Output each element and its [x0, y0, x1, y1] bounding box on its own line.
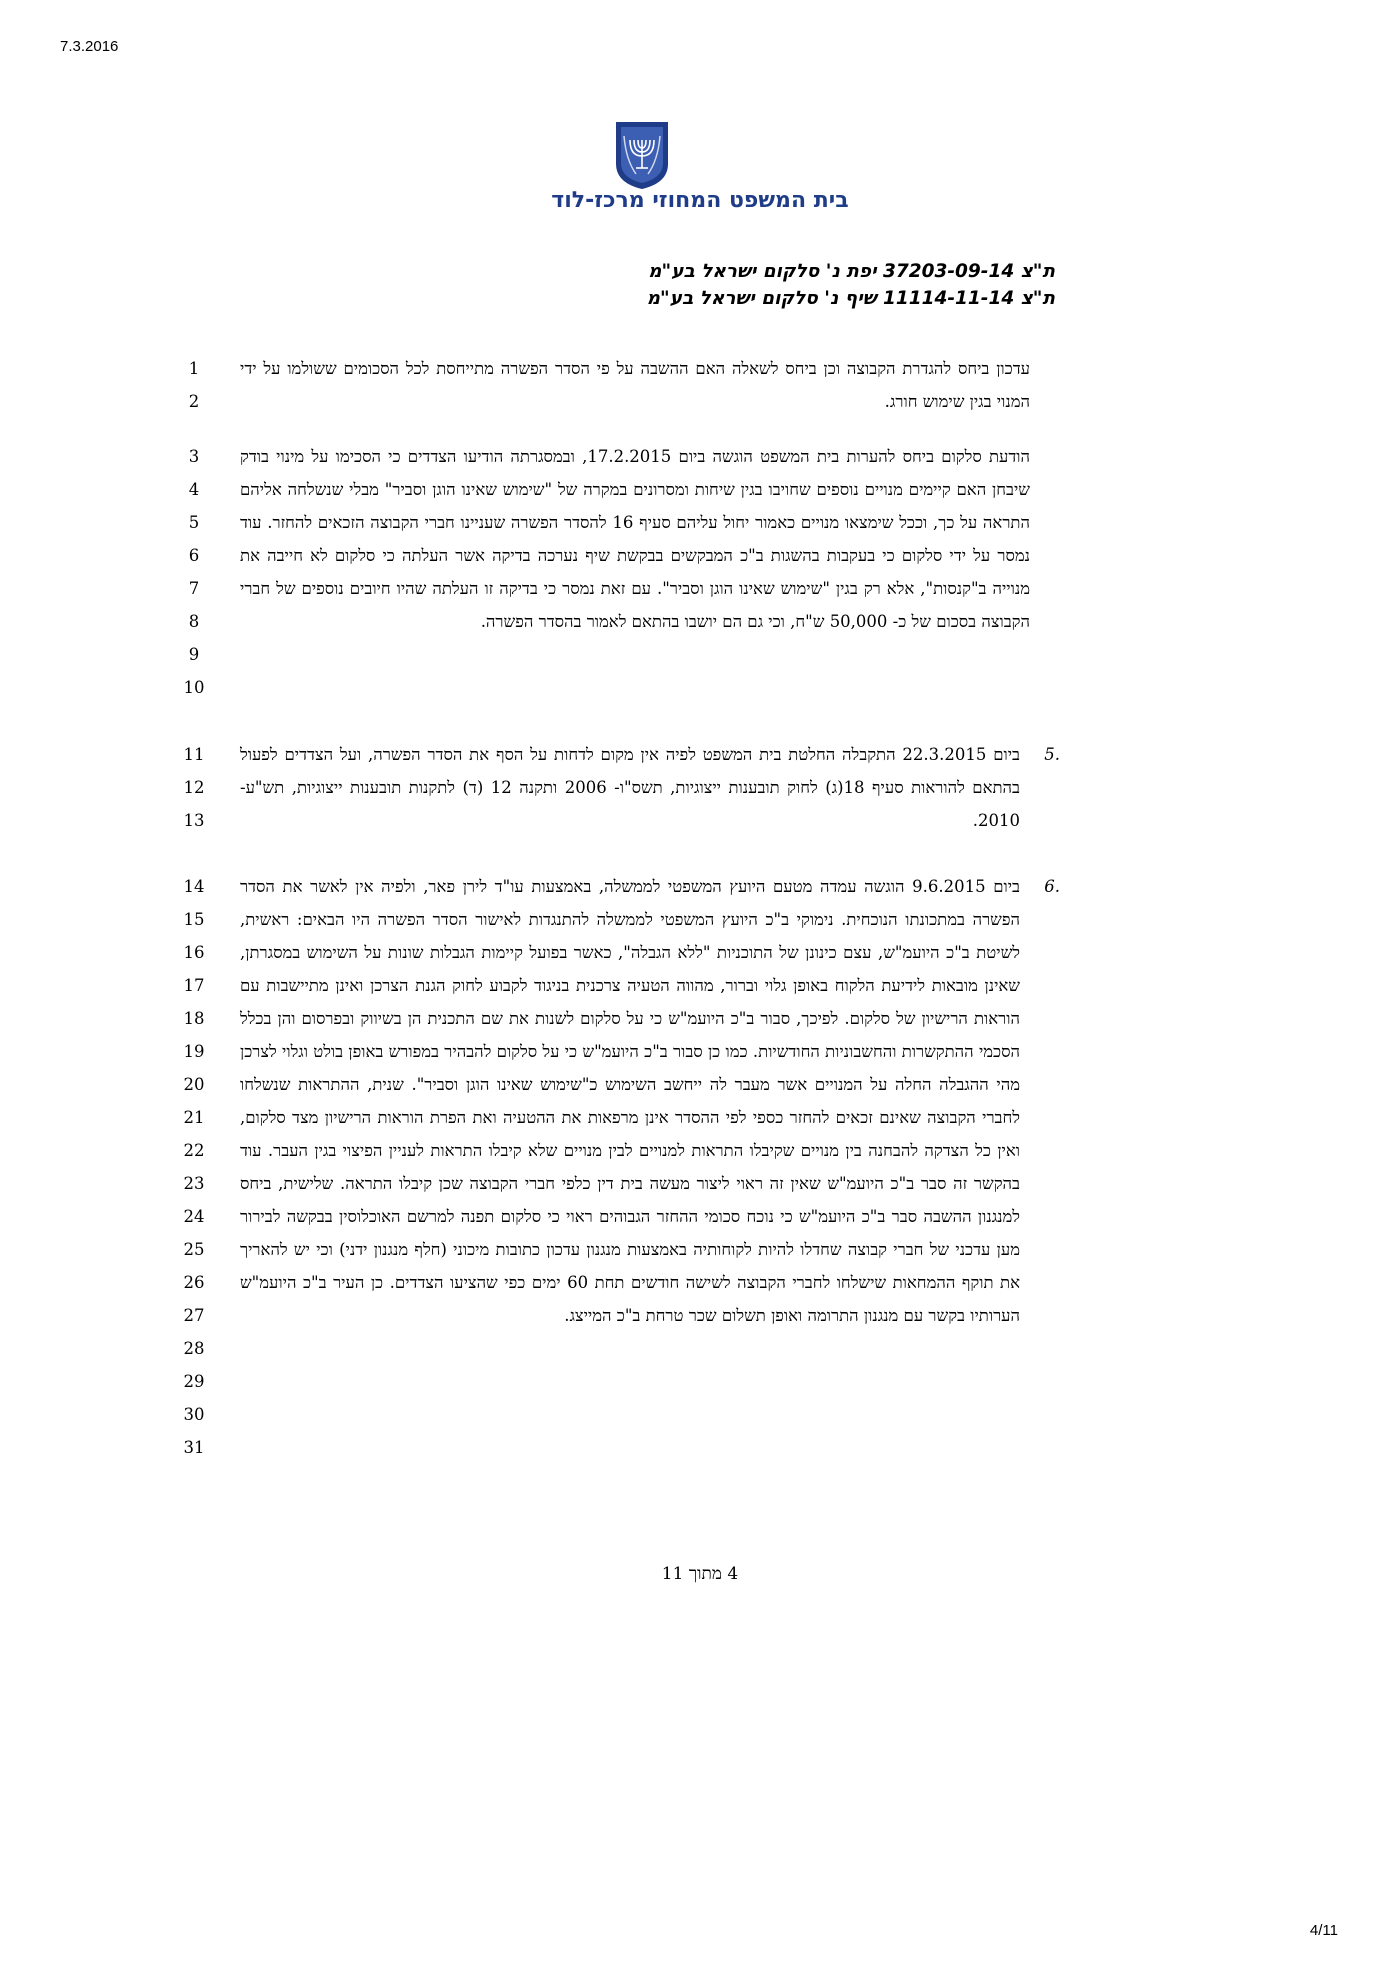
line-number: 23 — [183, 1174, 205, 1193]
line-number: 29 — [183, 1372, 205, 1391]
paragraph: ביום 22.3.2015 התקבלה החלטת בית המשפט לפיה אין מקום לדחות על הסף את הסדר הפשרה, ועל הצדדים לפעול בהתאם להוראות סעיף 18(ג) לחוק תובענות ייצוגיות, תשס"ו- 2006 ותקנה 12 (ד) לתקנות תובענות ייצוגיות, תש"ע- 2010. — [240, 745, 1020, 830]
line-number: 28 — [183, 1339, 205, 1358]
line-number: 6 — [188, 546, 200, 565]
case-captions — [647, 258, 1055, 312]
line-number: 27 — [183, 1306, 205, 1325]
line-number: 8 — [188, 612, 200, 631]
state-emblem-icon — [614, 120, 670, 190]
line-number: 10 — [183, 678, 205, 697]
paragraph-number: 6. — [1044, 877, 1060, 896]
court-title: בית המשפט המחוזי מרכז-לוד — [551, 188, 849, 213]
print-date: 7.3.2016 — [60, 38, 119, 55]
page-of-footer: 4 מתוך 11 — [661, 1564, 739, 1584]
line-number: 11 — [183, 745, 205, 764]
line-number: 21 — [183, 1108, 205, 1127]
line-number: 26 — [183, 1273, 205, 1292]
line-number: 12 — [183, 778, 205, 797]
paragraph: עדכון ביחס להגדרת הקבוצה וכן ביחס לשאלה האם ההשבה על פי הסדר הפשרה מתייחסת לכל הסכומים ששולמו על ידי המנוי בגין שימוש חורג. — [240, 359, 1030, 411]
line-number: 7 — [188, 579, 200, 598]
paragraph: ביום 9.6.2015 הוגשה עמדה מטעם היועץ המשפטי לממשלה, באמצעות עו"ד לירן פאר, ולפיה אין לאשר את הסדר הפשרה במתכונתו הנוכחית. נימוקי ב"כ היועץ המשפטי לממשלה להתנגדות לאישור הסדר הפשרה היו הבאים: ראשית, לשיטת ב"כ היועמ"ש, עצם כינונן של התוכניות "ללא הגבלה", כאשר בפועל קיימות הגבלות שונות על השימוש במסגרתן, שאינן מובאות לידיעת הלקוח באופן גלוי וברור, מהווה הטעיה צרכנית בניגוד לקבוע לחוק הגנת הצרכן ואינן מתיישבות עם הוראות הרישיון של סלקום. לפיכך, סבור ב"כ היועמ"ש כי על סלקום לשנות את שם התכנית הן בשיווק ובפרסום והן בכלל הסכמי ההתקשרות והחשבוניות החודשיות. כמו כן סבור ב"כ היועמ"ש כי על סלקום להבהיר במפורש באופן בולט וגלוי לצרכן מהי ההגבלה החלה על המנויים אשר מעבר לה ייחשב השימוש כ"שימוש שאינו הוגן וסביר". שנית, ההתראות שנשלחו לחברי הקבוצה שאינם זכאים להחזר כספי לפי ההסדר אינן מרפאות את ההטעיה ואת הפרת הוראות הרישיון מצד סלקום, ואין כל הצדקה להבחנה בין מנויים שקיבלו התראות למנויים לבין מנויים שלא קיבלו התראות לעניין הפיצוי בגין העבר. עוד בהקשר זה סבר ב"כ היועמ"ש שאין זה ראוי ליצור מעשה בית דין כלפי חברי הקבוצה שכן קיבלו התראה. שלישית, ביחס למנגנון ההשבה סבר ב"כ היועמ"ש כי נוכח סכומי ההחזר הגבוהים ראוי כי סלקום תפנה למרשם האוכלוסין בבקשה לבירור מען עדכני של חברי קבוצה שחדלו להיות לקוחותיה באמצעות מנגנון עדכון כתובות מיכוני (חלף מנגנון ידני) וכי יש להאריך את תוקף ההמחאות שישלחו לחברי הקבוצה לשישה חודשים תחת 60 ימים כפי שהציעו הצדדים. כן העיר ב"כ היועמ"ש הערותיו בקשר עם מנגנון התרומה ואופן תשלום שכר טרחת ב"כ המייצג. — [240, 877, 1021, 1325]
line-number: 15 — [183, 910, 205, 929]
line-number: 30 — [183, 1405, 205, 1424]
case-caption: ת"צ 11114-11-14 שיף נ' סלקום ישראל בע"מ — [646, 288, 1055, 309]
line-number: 9 — [188, 645, 200, 664]
line-number: 24 — [183, 1207, 205, 1226]
paragraph-number: 5. — [1044, 745, 1060, 764]
line-number: 1 — [188, 359, 200, 378]
line-number: 14 — [183, 877, 205, 896]
line-number: 17 — [183, 976, 205, 995]
line-number: 18 — [183, 1009, 205, 1028]
line-number: 20 — [183, 1075, 205, 1094]
line-number: 3 — [188, 447, 200, 466]
line-number: 2 — [188, 392, 200, 411]
paragraph: הודעת סלקום ביחס להערות בית המשפט הוגשה ביום 17.2.2015, ובמסגרתה הודיעו הצדדים כי הסכימו על מינוי בודק שיבחן האם קיימים מנויים נוספים שחויבו בגין שיחות ומסרונים במקרה של "שימוש שאינו הוגן וסביר" מבלי שנשלחה אליהם התראה על כך, וככל שימצאו מנויים כאמור יחול עליהם סעיף 16 להסדר הפשרה שעניינו חברי הקבוצה הזכאים להחזר. עוד נמסר על ידי סלקום כי בעקבות בהשגות ב"כ המבקשים בבקשת שיף נערכה בדיקה אשר העלתה כי סלקום לא חייבה את מנוייה ב"קנסות", אלא רק בגין "שימוש שאינו הוגן וסביר". עם זאת נמסר כי בדיקה זו העלתה שהיו חיובים נוספים של חברי הקבוצה בסכום של כ- 50,000 ש"ח, וכי גם הם יושבו בהתאם לאמור בהסדר הפשרה. — [240, 447, 1030, 631]
line-number: 19 — [183, 1042, 205, 1061]
line-number: 13 — [183, 811, 205, 830]
line-number: 4 — [188, 480, 200, 499]
line-number: 22 — [183, 1141, 205, 1160]
case-caption: ת"צ 37203-09-14 יפת נ' סלקום ישראל בע"מ — [648, 261, 1055, 282]
page-counter: 4/11 — [1309, 1922, 1338, 1939]
line-number: 16 — [183, 943, 205, 962]
line-number: 25 — [183, 1240, 205, 1259]
line-number: 5 — [188, 513, 200, 532]
line-number: 31 — [183, 1438, 205, 1457]
